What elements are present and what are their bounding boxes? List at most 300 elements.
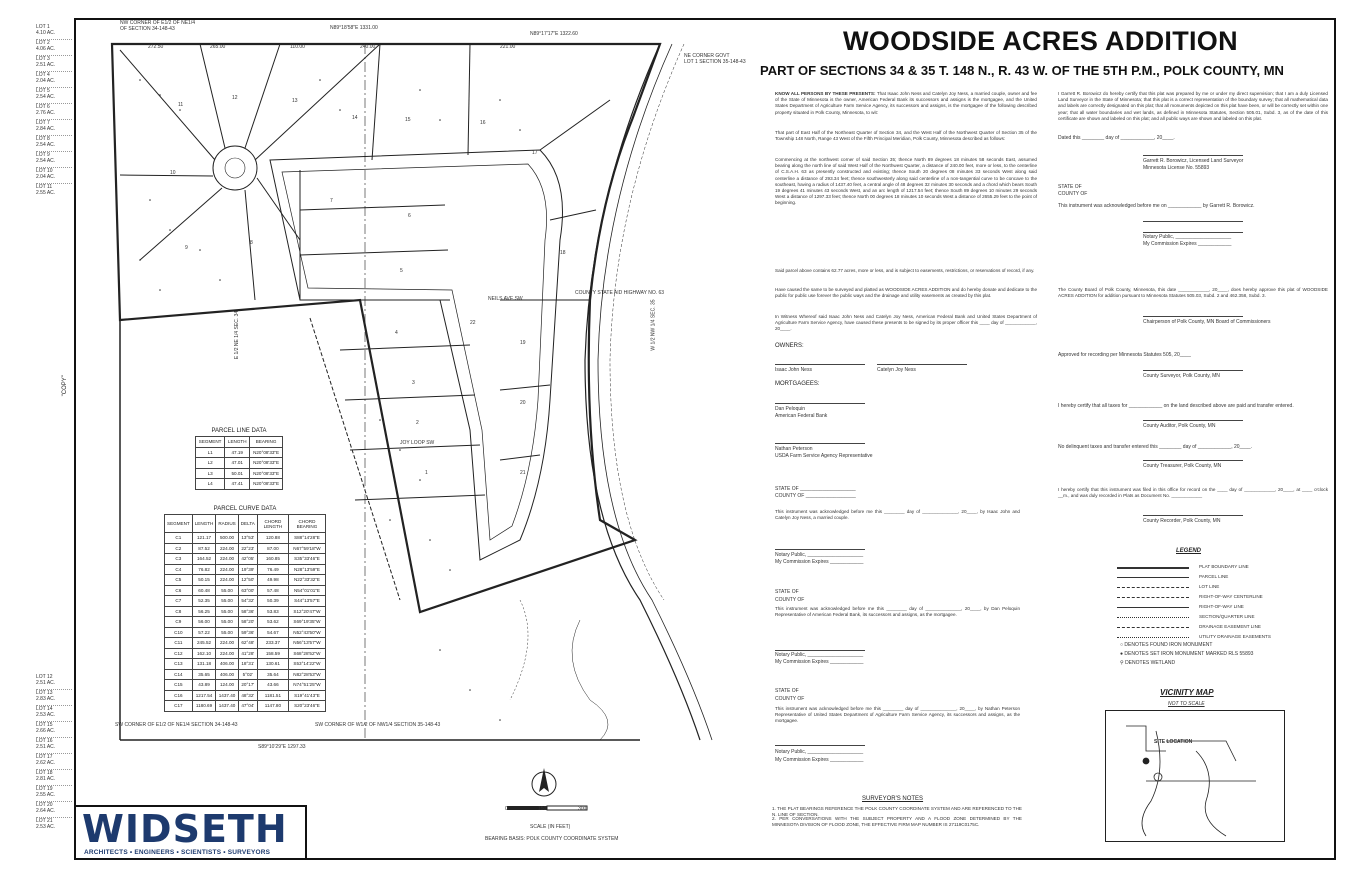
signature-line <box>775 650 865 651</box>
top-bearing-2: N89°17'17"E 1322.60 <box>530 31 578 37</box>
col-header: LENGTH <box>225 437 250 448</box>
lot-label: 17 <box>532 150 538 156</box>
cell: 48°32' <box>238 690 257 701</box>
owners-label: OWNERS: <box>775 343 804 349</box>
cell: 158.59 <box>257 648 288 659</box>
certificate-intro: That Isaac John Ness and Catelyn Joy Ness, a married couple, owner and fee of the State of Minnesota is the owner, American Federal Bank its successors and assigns is the mortgagee, and the United States Department of Agriculture Farm Service Agency, its successors and assigns, is the mortgagee of the following described property situated in Polk County, Minnesota, to wit: <box>775 91 1037 115</box>
logo-tagline: ARCHITECTS • ENGINEERS • SCIENTISTS • SURVEYORS <box>84 849 271 856</box>
table-row <box>165 554 326 565</box>
cell: 58°20' <box>238 617 257 628</box>
cell: C9 <box>165 617 193 628</box>
signature-line <box>775 549 865 550</box>
cell: 55.00 <box>216 596 238 607</box>
treasurer-statement: No delinquent taxes and transfer entered this ________ day of ____________, 20____. <box>1058 444 1253 450</box>
cell: N52°43'50"W <box>288 627 325 638</box>
cell: 53.83 <box>257 606 288 617</box>
signature-line <box>1143 460 1243 461</box>
county-board-approval: The County Board of Polk County, Minnesota, this date ____________, 20____, does hereby approve this plat of WOODSIDE ACRES ADDITION for addition pursuant to Minnesota Statutes 505.03, Subd. 2 and 462.358, Subd. 3. <box>1058 287 1328 299</box>
cell: 22°23' <box>238 543 257 554</box>
top-dim: 110.00 <box>290 44 305 50</box>
table-row <box>196 447 283 458</box>
cell: 224.00 <box>216 543 238 554</box>
cell: 12°50' <box>238 575 257 586</box>
cell: 62°48' <box>238 638 257 649</box>
table-row <box>165 648 326 659</box>
dedication-statement: Have caused the same to be surveyed and platted as WOODSIDE ACRES ADDITION and do hereby donate and dedicate to the public for public use forever the public ways and the drainage and utility easements as created by this plat. <box>775 287 1037 299</box>
cell: C15 <box>165 680 193 691</box>
cell: 53.62 <box>257 617 288 628</box>
cell: C17 <box>165 701 193 712</box>
state-of: STATE OF <box>775 688 799 694</box>
col-header: DELTA <box>238 515 257 533</box>
cell: S68°28'52"W <box>288 648 325 659</box>
cell: 1217.54 <box>192 690 216 701</box>
col-header: CHORD LENGTH <box>257 515 288 533</box>
recorder-signature: County Recorder, Polk County, MN <box>1143 518 1221 524</box>
vicinity-title: VICINITY MAP <box>1160 688 1214 697</box>
cell: 121.17 <box>192 533 216 544</box>
legend-line-sample <box>1117 567 1189 569</box>
legend-symbol: ⚲ DENOTES WETLAND <box>1120 660 1176 666</box>
cell: 245.52 <box>192 638 216 649</box>
north-arrow-icon <box>530 766 558 798</box>
table-row <box>165 533 326 544</box>
signature-line <box>775 745 865 746</box>
cell: N20°08'33"E <box>250 479 283 490</box>
surveyor-certificate: I Garrett R. Borowicz do hereby certify that this plat was prepared by me or under my direct supervision; that I am a duly Licensed Land Surveyor in the State of Minnesota; that this plat is a correct representation of the boundary survey; that all mathematical data and labels are correctly designated on this plat; that all monuments depicted on this plat have been, or will be correctly set within one year; that all water boundaries and wet lands, as defined in Minnesota Statutes, Section 505.01, Subd. 3, as of the date of this certificate are shown and labeled on this plat; and all public ways are shown and labeled on this plat. <box>1058 91 1328 121</box>
lot-label: 20 <box>520 400 526 406</box>
cell: L1 <box>196 447 225 458</box>
signature-line <box>775 403 865 404</box>
legend-item-label: RIGHT-OF-WAY LINE <box>1199 604 1244 609</box>
signature-line <box>1143 420 1243 421</box>
cell: 47°04' <box>238 701 257 712</box>
lot-label: 15 <box>405 117 411 123</box>
parcel-curve-caption: PARCEL CURVE DATA <box>213 506 277 512</box>
cell: L3 <box>196 468 225 479</box>
cell: 224.00 <box>216 648 238 659</box>
cell: N56°13'57"W <box>288 638 325 649</box>
cell: 63°00' <box>238 585 257 596</box>
surveyor-ack: This instrument was acknowledged before me on ____________ by Garrett R. Borowicz. <box>1058 203 1255 209</box>
cell: N74°51'25"W <box>288 680 325 691</box>
table-row <box>196 479 283 490</box>
top-bearing-1: N89°18'58"E 1331.00 <box>330 25 378 31</box>
cell: S20°23'46"E <box>288 701 325 712</box>
auditor-signature: County Auditor, Polk County, MN <box>1143 423 1216 429</box>
lot-label: 3 <box>412 380 415 386</box>
legend-item-label: LOT LINE <box>1199 584 1220 589</box>
cell: C11 <box>165 638 193 649</box>
cell: 406.00 <box>216 659 238 670</box>
cell: N20°08'33"E <box>250 458 283 469</box>
lot-label: 10 <box>170 170 176 176</box>
cell: 500.00 <box>216 533 238 544</box>
signature-line <box>775 364 865 365</box>
lot-label: 8 <box>250 240 253 246</box>
board-signature: Chairperson of Polk County, MN Board of Commissioners <box>1143 319 1271 325</box>
sw-corner-label-1: SW CORNER OF E1/2 OF NE1/4 SECTION 34-148-43 <box>115 722 238 728</box>
cell: N67°59'18"W <box>288 543 325 554</box>
cell: 87.00 <box>257 543 288 554</box>
mortgagees-label: MORTGAGEES: <box>775 381 820 387</box>
cell: 55.00 <box>216 627 238 638</box>
cell: 130.61 <box>257 659 288 670</box>
legend-symbol-label: DENOTES FOUND IRON MONUMENT <box>1124 642 1213 648</box>
cell: 87.52 <box>192 543 216 554</box>
joy-loop-road <box>270 150 563 560</box>
legend-item-label: PARCEL LINE <box>1199 574 1229 579</box>
cell: C3 <box>165 554 193 565</box>
cell: C13 <box>165 659 193 670</box>
cell: 1437.40 <box>216 701 238 712</box>
table-row <box>165 701 326 712</box>
treasurer-signature: County Treasurer, Polk County, MN <box>1143 463 1222 469</box>
lot-label: 14 <box>352 115 358 121</box>
cell: N20°08'33"E <box>250 447 283 458</box>
signature-line <box>775 443 865 444</box>
col-header: LENGTH <box>192 515 216 533</box>
signature-line <box>1143 370 1243 371</box>
cell: 49.98 <box>257 575 288 586</box>
cell: C6 <box>165 585 193 596</box>
legend-line-sample <box>1117 597 1189 598</box>
csah-63-road-east <box>598 44 712 740</box>
surveyor-license: Minnesota License No. 55893 <box>1143 165 1210 171</box>
commission-line: My Commission Expires ____________ <box>775 559 864 565</box>
legend-title: LEGEND <box>1176 548 1202 554</box>
auditor-statement: I hereby certify that all taxes for ____________ on the land described above are paid and transfer entered. <box>1058 403 1294 409</box>
owner-name: Isaac John Ness <box>775 367 812 373</box>
cell: S35°33'46"E <box>288 554 325 565</box>
cell: 1147.80 <box>257 701 288 712</box>
cell: 224.00 <box>216 564 238 575</box>
company-logo <box>76 805 307 858</box>
cell: L4 <box>196 479 225 490</box>
table-row <box>165 627 326 638</box>
lot-label: 4 <box>395 330 398 336</box>
cell: 55.00 <box>216 617 238 628</box>
cell: 406.00 <box>216 669 238 680</box>
cell: 224.00 <box>216 638 238 649</box>
lot-label: 5 <box>400 268 403 274</box>
cell: C10 <box>165 627 193 638</box>
cell: C16 <box>165 690 193 701</box>
cell: L2 <box>196 458 225 469</box>
acknowledgment-owners: This instrument was acknowledged before me this ________ day of ______________, 20____, by Isaac John and Catelyn Joy Ness, a married couple. <box>775 509 1020 521</box>
vicinity-map <box>1105 710 1285 842</box>
scale-label: 300 <box>578 806 587 812</box>
mortgagee-name: Nathan Peterson <box>775 446 813 452</box>
legend-item-label: SECTION/QUARTER LINE <box>1199 614 1255 619</box>
cell: 162.10 <box>192 648 216 659</box>
cell: 76.82 <box>192 564 216 575</box>
commission-line: My Commission Expires ____________ <box>1143 241 1232 247</box>
notary-line: Notary Public, ____________________ <box>775 652 864 658</box>
surveyors-notes <box>772 796 1022 842</box>
bottom-bearing: S89°10'29"E 1297.33 <box>258 744 306 750</box>
cell: 47.01 <box>225 458 250 469</box>
signature-line <box>1143 232 1243 233</box>
cell: 164.52 <box>192 554 216 565</box>
commission-line: My Commission Expires ____________ <box>775 659 864 665</box>
note-item: 2. PER CONVERSATIONS WITH THE SUBJECT PROPERTY AND A FLOOD ZONE DETERMINED BY THE MINNESOTA DIVISION OF FLOOD ZONE, THE EFFECTIVE FIRM MAP NUMBER IS 27119C0175C. <box>772 816 1022 828</box>
scale-caption: SCALE (IN FEET) <box>530 824 571 830</box>
county-of: COUNTY OF __________________ <box>775 493 856 499</box>
road-label: COUNTY STATE AID HIGHWAY NO. 63 <box>575 290 665 296</box>
cell: C8 <box>165 606 193 617</box>
logo-wordmark: WIDSETH <box>82 807 288 851</box>
notary-line: Notary Public, ____________________ <box>775 552 864 558</box>
cell: 35.64 <box>257 669 288 680</box>
cell: 13°53' <box>238 533 257 544</box>
parcel-curve-table <box>164 514 326 712</box>
col-header: BEARING <box>250 437 283 448</box>
legend-line-sample <box>1117 577 1189 578</box>
cell: N22°33'32"E <box>288 575 325 586</box>
col-header: RADIUS <box>216 515 238 533</box>
cell: N54°01'01"E <box>288 585 325 596</box>
signature-line <box>1143 515 1243 516</box>
cell: 1181.51 <box>257 690 288 701</box>
cell: 224.00 <box>216 575 238 586</box>
cell: 55.00 <box>216 585 238 596</box>
margin-notes-top: LOT 1 4.10 AC. LOT 2 4.06 AC. LOT 3 2.51 AC. LOT 4 2.04 AC. LOT 5 2.54 AC. LOT 6 2.76 AC. LOT 7 2.84 AC. LOT 8 2.54 AC. LOT 9 2.54 AC. LOT 10 2.04 AC. LOT 11 2.55 AC. <box>36 24 72 199</box>
lot-label: 1 <box>425 470 428 476</box>
table-row <box>165 659 326 670</box>
table-row <box>165 638 326 649</box>
lot-label: 11 <box>178 102 184 108</box>
nw-corner-label <box>120 20 195 32</box>
surveyor-review: Approved for recording per Minnesota Statutes 505, 20____ <box>1058 352 1191 358</box>
legend-item-label: UTILITY DRAINAGE EASEMENTS <box>1199 634 1271 639</box>
cell: N82°28'53"W <box>288 669 325 680</box>
lot-label: 9 <box>185 245 188 251</box>
cell: 120.88 <box>257 533 288 544</box>
mortgagee-org: American Federal Bank <box>775 413 828 419</box>
legend-item <box>1117 624 1327 632</box>
cell: 56.00 <box>192 617 216 628</box>
notary-line: Notary Public, ____________________ <box>775 749 864 755</box>
ne-corner-text: NE CORNER GOVT <box>684 53 730 59</box>
cell: S69°19'35"W <box>288 617 325 628</box>
legal-description: Commencing at the northwest corner of said Section 35; thence North 89 degrees 18 minutes 58 seconds East, assumed bearing along the north line of said West Half of the Northwest Quarter, a distance of 240.00 feet, more or less, to the centerline of C.S.A.H. 63 as presently constructed and existing; thence South 20 degrees 08 minutes 33 seconds West along said centerline a distance of 293.34 feet; thence southwesterly along said centerline of a non-tangential curve to be concave to the southeast, having a radius of 1437.40 feet, a central angle of 48 degrees 32 minutes 30 seconds and a chord which bears South 19 degrees 41 minutes 43 seconds West, and an arc length of 1217.54 feet; thence South 89 degrees 10 minutes 29 seconds West a distance of 1297.33 feet; thence North 00 degrees 18 minutes 10 seconds West a distance of 2655.29 feet to the point of beginning. <box>775 157 1037 206</box>
recorder-statement: I hereby certify that this instrument was filed in this office for record on the ____ day of ____________, 20____, at ____ o'clock __m., and was duly recorded in Plats as Document No. ____________ <box>1058 487 1328 499</box>
legend-item <box>1117 634 1327 642</box>
copy-label: "COPY" <box>61 375 68 397</box>
road-label: JOY LOOP SW <box>400 440 435 446</box>
note-item: 1. THE PLAT BEARINGS REFERENCE THE POLK COUNTY COORDINATE SYSTEM AND ARE REFERENCED TO THE N. LINE OF SECTION. <box>772 806 1022 818</box>
cell: 43.66 <box>257 680 288 691</box>
owner-name: Catelyn Joy Ness <box>877 367 916 373</box>
state-of: STATE OF ____________________ <box>775 486 856 492</box>
county-of: COUNTY OF <box>1058 191 1088 197</box>
parcel-line-caption: PARCEL LINE DATA <box>211 428 267 434</box>
legend-line-sample <box>1117 637 1189 638</box>
cell: C1 <box>165 533 193 544</box>
cul-de-sac <box>213 146 257 190</box>
state-of: STATE OF <box>1058 184 1082 190</box>
cell: S12°20'47"W <box>288 606 325 617</box>
lot-label: 16 <box>480 120 486 126</box>
lot-label: 12 <box>232 95 238 101</box>
legend-symbol-label: DENOTES WETLAND <box>1125 660 1176 666</box>
cell: S88°14'28"E <box>288 533 325 544</box>
legend-symbol: ● DENOTES SET IRON MONUMENT MARKED RLS 55893 <box>1120 651 1254 657</box>
legend-line-sample <box>1117 607 1189 608</box>
top-dim: 240.00 <box>360 44 376 50</box>
cell: 76.49 <box>257 564 288 575</box>
signature-line <box>1143 316 1243 317</box>
cell: 54°32' <box>238 596 257 607</box>
cell: 5°02' <box>238 669 257 680</box>
scale-label: 150 <box>538 806 547 812</box>
cell: 55.00 <box>216 606 238 617</box>
table-row <box>165 690 326 701</box>
cell: 1180.69 <box>192 701 216 712</box>
table-row <box>165 617 326 628</box>
table-row <box>196 468 283 479</box>
cell: 50.39 <box>257 596 288 607</box>
table-row <box>165 606 326 617</box>
legend-line-sample <box>1117 617 1189 618</box>
parcel-description-intro: That part of East Half of the Northeast Quarter of Section 34, and the West Half of the Northwest Quarter of Section 35 of the Township 148 North, Range 43 West of the Fifth Principal Meridian, Polk County, Minnesota described as follows: <box>775 130 1037 142</box>
acknowledgment-usda: This instrument was acknowledged before me this ________ day of ______________, 20____, by Nathan Peterson Representative of United States Department of Agriculture Farm Service Agency, its successors and assigns, as the mortgagee. <box>775 706 1020 724</box>
parcel-line-table <box>195 436 283 490</box>
cell: 41°28' <box>238 648 257 659</box>
vicinity-subtitle: NOT TO SCALE <box>1168 701 1205 707</box>
county-surveyor-signature: County Surveyor, Polk County, MN <box>1143 373 1220 379</box>
legend-line-sample <box>1117 627 1189 628</box>
cell: 58°36' <box>238 606 257 617</box>
cell: 47.19 <box>225 447 250 458</box>
notes-title: SURVEYOR'S NOTES <box>862 796 924 802</box>
col-header: SEGMENT <box>196 437 225 448</box>
cell: 35.65 <box>192 669 216 680</box>
road-label: NEILS AVE SW <box>488 296 523 302</box>
legend-line-sample <box>1117 587 1189 588</box>
bearing-basis-note: BEARING BASIS: POLK COUNTY COORDINATE SYSTEM <box>485 836 619 842</box>
area-statement: Said parcel above contains 62.77 acres, more or less, and is subject to easements, restrictions, or reservations of record, if any. <box>775 268 1035 273</box>
legend-item <box>1117 574 1327 582</box>
cell: 1437.40 <box>216 690 238 701</box>
legend-item-label: PLAT BOUNDARY LINE <box>1199 564 1249 569</box>
lot-label: 7 <box>330 198 333 204</box>
top-dim: 265.00 <box>210 44 226 50</box>
cell: 131.18 <box>192 659 216 670</box>
notary-line: Notary Public, ____________________ <box>1143 234 1232 240</box>
table-row <box>165 543 326 554</box>
legend-item <box>1117 584 1327 592</box>
cell: 60.48 <box>192 585 216 596</box>
cell: 42°05' <box>238 554 257 565</box>
owners-certificate <box>775 91 1037 116</box>
cell: 52.35 <box>192 596 216 607</box>
nw-corner-section: OF SECTION 34-148-43 <box>120 26 175 32</box>
vicinity-map-drawing <box>1106 711 1284 841</box>
legend-item-label: RIGHT-OF-WAY CENTERLINE <box>1199 594 1263 599</box>
ne-corner-section: LOT 1 SECTION 35-148-43 <box>684 59 746 65</box>
section-label-west: E 1/2 NE 1/4 SEC. 34 <box>234 310 241 360</box>
cell: 47.41 <box>225 479 250 490</box>
lot-label: 21 <box>520 470 526 476</box>
cell: 54.67 <box>257 627 288 638</box>
cell: 19°39' <box>238 564 257 575</box>
mortgagee-name: Dan Peloquin <box>775 406 806 412</box>
page-title: WOODSIDE ACRES ADDITION <box>843 26 1238 56</box>
cell: 124.00 <box>216 680 238 691</box>
table-header-row <box>165 515 326 533</box>
col-header: CHORD BEARING <box>288 515 325 533</box>
ne-corner-label <box>684 53 746 65</box>
cell: 224.00 <box>216 554 238 565</box>
margin-notes-bottom: LOT 12 2.51 AC. LOT 13 2.83 AC. LOT 14 2.53 AC. LOT 15 2.66 AC. LOT 16 2.51 AC. LOT 17 2.62 AC. LOT 18 2.81 AC. LOT 19 2.55 AC. LOT 20 2.64 AC. LOT 21 2.53 AC. <box>36 674 72 833</box>
section-label-east: W 1/2 NW 1/4 SEC. 35 <box>650 299 657 351</box>
cell: N28°13'59"E <box>288 564 325 575</box>
cell: 57.48 <box>257 585 288 596</box>
sw-corner-label-2: SW CORNER OF W1/2 OF NW1/4 SECTION 35-148-43 <box>315 722 441 728</box>
cell: S53°14'22"W <box>288 659 325 670</box>
lot-label: 22 <box>470 320 476 326</box>
top-dim: 272.50 <box>148 44 164 50</box>
legend-item <box>1117 614 1327 622</box>
cell: C2 <box>165 543 193 554</box>
table-row <box>165 669 326 680</box>
county-of: COUNTY OF <box>775 597 805 603</box>
nw-corner-text: NW CORNER OF E1/2 OF NE1/4 <box>120 20 196 26</box>
table-row <box>165 585 326 596</box>
signature-line <box>877 364 967 365</box>
signature-line <box>1143 221 1243 222</box>
legend-symbol: ○ DENOTES FOUND IRON MONUMENT <box>1120 642 1213 648</box>
cell: 43.89 <box>192 680 216 691</box>
certificate-heading: KNOW ALL PERSONS BY THESE PRESENTS: <box>775 91 876 96</box>
legend-symbol-label: DENOTES SET IRON MONUMENT MARKED RLS 55893 <box>1124 651 1254 657</box>
table-row <box>196 458 283 469</box>
cell: 233.37 <box>257 638 288 649</box>
table-row <box>165 575 326 586</box>
acknowledgment-bank: This instrument was acknowledged before me this ________ day of ______________, 20____, by Dan Peloquin Representative of American Federal Bank, its successors and assigns, as the mortgagee. <box>775 606 1020 618</box>
signature-line <box>1143 155 1243 156</box>
lot-label: 19 <box>520 340 526 346</box>
cell: C5 <box>165 575 193 586</box>
legend-item <box>1117 604 1327 612</box>
legend-item-label: DRAINAGE EASEMENT LINE <box>1199 624 1261 629</box>
cell: 18°31' <box>238 659 257 670</box>
cell: C12 <box>165 648 193 659</box>
site-location-label: SITE LOCATION <box>1154 739 1193 745</box>
surveyor-dated: Dated this ________ day of ____________, 20____. <box>1058 135 1175 141</box>
top-dim: 221.00 <box>500 44 516 50</box>
cell: 57.22 <box>192 627 216 638</box>
commission-line: My Commission Expires ____________ <box>775 757 864 763</box>
cell: 160.85 <box>257 554 288 565</box>
csah-63-road <box>585 44 700 740</box>
page-subtitle: PART OF SECTIONS 34 & 35 T. 148 N., R. 43 W. OF THE 5TH P.M., POLK COUNTY, MN <box>760 63 1284 78</box>
scale-label: 0 <box>505 806 508 812</box>
table-row <box>165 564 326 575</box>
cell: C7 <box>165 596 193 607</box>
lot-label: 2 <box>416 420 419 426</box>
cell: C14 <box>165 669 193 680</box>
cell: S19°41'43"E <box>288 690 325 701</box>
cell: S44°13'57"E <box>288 596 325 607</box>
cell: 50.15 <box>192 575 216 586</box>
legend-item <box>1117 564 1327 572</box>
state-of: STATE OF <box>775 589 799 595</box>
surveyor-name: Garrett R. Borowicz, Licensed Land Surveyor <box>1143 158 1244 164</box>
lot-label: 18 <box>560 250 566 256</box>
